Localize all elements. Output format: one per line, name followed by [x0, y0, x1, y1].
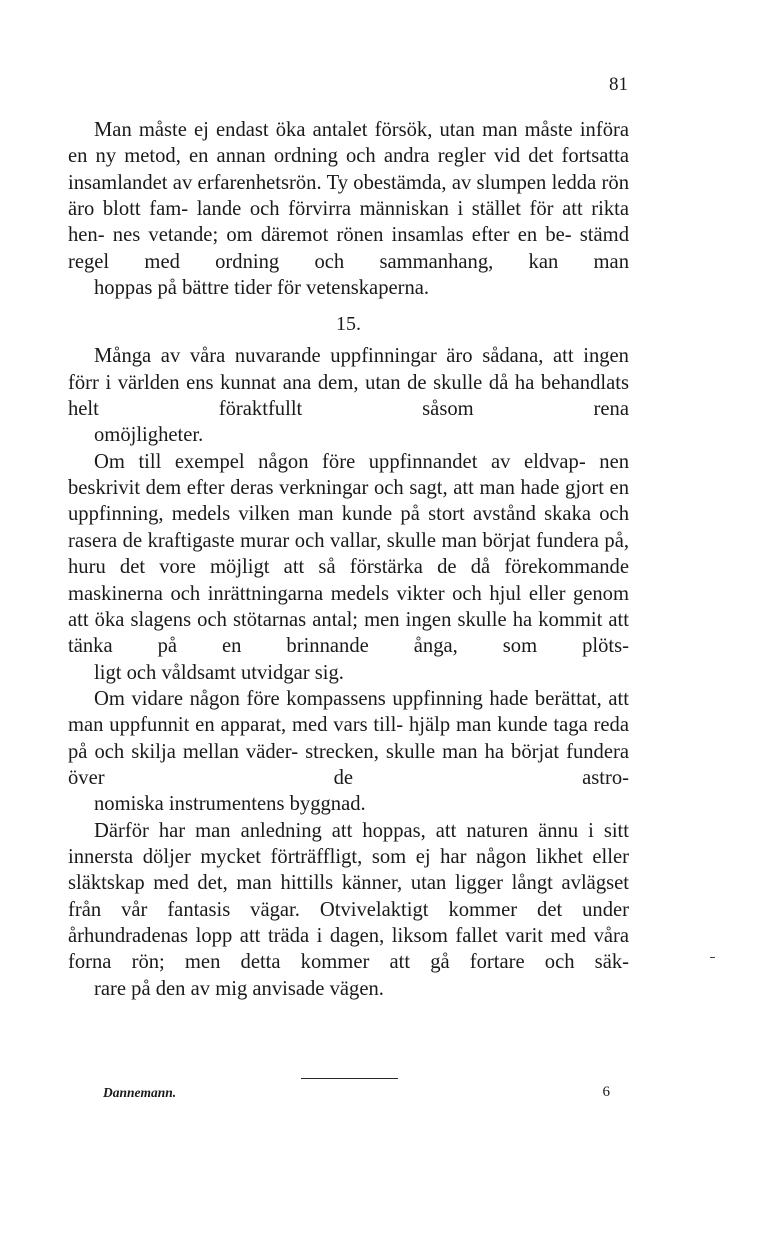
- footer-signature: Dannemann.: [103, 1085, 177, 1100]
- text-line: och vallar, skulle man börjat fundera på, huru det vore: [68, 529, 630, 579]
- paragraph-1: [68, 117, 629, 301]
- text-line: måste införa en ny metod, en annan ordning och andra: [68, 119, 629, 168]
- text-line-last: hoppas på bättre tider för vetenskaperna.: [94, 277, 430, 300]
- text-line: och inrättningarna medels vikter och hjul eller genom: [170, 582, 629, 605]
- text-line: hjälp man kunde taga reda på och skilja mellan väder-: [68, 714, 629, 763]
- text-line: möjligt att så förstärka de då förekommande maskinerna: [68, 556, 629, 605]
- text-line: Ty obestämda, av slumpen ledda rön äro blott fam-: [68, 171, 629, 221]
- text-line: skulle då ha behandlats helt föraktfullt såsom rena: [68, 371, 629, 421]
- text-line-last: rare på den av mig anvisade vägen.: [94, 977, 384, 1000]
- text-line: regler vid det fortsatta insamlandet av erfarenhetsrön.: [68, 145, 629, 194]
- text-line: vägar. Otvivelaktigt kommer det under århundradenas: [68, 898, 630, 947]
- paragraph-3: [68, 449, 629, 686]
- text-line-last: nomiska instrumentens byggnad.: [94, 793, 366, 816]
- text-line: nes vetande; om däremot rönen insamlas efter en be-: [112, 224, 572, 247]
- text-line: Om till exempel någon före uppfinnandet av eldvap-: [94, 450, 586, 473]
- section-number: 15.: [336, 313, 361, 336]
- text-line: känner, utan ligger långt avlägset från vår fantasis: [68, 872, 629, 921]
- text-line: stämd regel med ordning och sammanhang, kan man: [68, 224, 629, 273]
- body-text: [68, 117, 629, 1002]
- text-line-last: ligt och våldsamt utvidgar sig.: [94, 661, 344, 684]
- paragraph-5: [68, 818, 629, 1002]
- text-line-last: omöjligheter.: [94, 424, 204, 447]
- paragraph-2: [68, 343, 629, 448]
- text-line: ha kommit att tänka på en brinnande ånga, som plöts-: [68, 608, 629, 658]
- text-line: på stort avstånd skaka och rasera de kraftigaste murar: [68, 503, 629, 552]
- text-line: lopp att träda i dagen, liksom fallet varit med våra: [195, 924, 630, 947]
- paragraph-4: [68, 686, 629, 818]
- text-line: man hade gjort en uppfinning, medels vilken man kunde: [68, 477, 629, 526]
- footer-sheet-number: 6: [602, 1084, 610, 1100]
- text-line: lande och förvirra människan i stället för att rikta hen-: [68, 198, 629, 247]
- text-line: har någon likhet eller släktskap med det, man hittills: [68, 845, 629, 895]
- text-line: ännu i sitt innersta döljer mycket förträffligt, som ej: [68, 819, 630, 868]
- footer-rule: [301, 1078, 398, 1079]
- text-line: berättat, att man uppfunnit en apparat, med vars till-: [68, 687, 629, 737]
- text-line: nen beskrivit dem efter deras verkningar och sagt, att: [68, 450, 630, 500]
- text-line: att öka slagens och stötarnas antal; men ingen skulle: [68, 608, 507, 631]
- margin-mark: [710, 957, 715, 958]
- text-line: Om vidare någon före kompassens uppfinning hade: [94, 687, 529, 710]
- page-number: 81: [609, 74, 628, 95]
- text-line: Man måste ej endast öka antalet försök, utan man: [94, 119, 518, 141]
- text-line: strecken, skulle man ha börjat fundera över de astro-: [68, 740, 629, 789]
- text-line: forna rön; men detta kommer att gå fortare och säk-: [68, 951, 629, 974]
- text-line: Många av våra nuvarande uppfinningar äro sådana,: [94, 345, 544, 368]
- text-line: att ingen förr i världen ens kunnat ana dem, utan de: [68, 345, 629, 394]
- text-line: Därför har man anledning att hoppas, att naturen: [94, 819, 529, 842]
